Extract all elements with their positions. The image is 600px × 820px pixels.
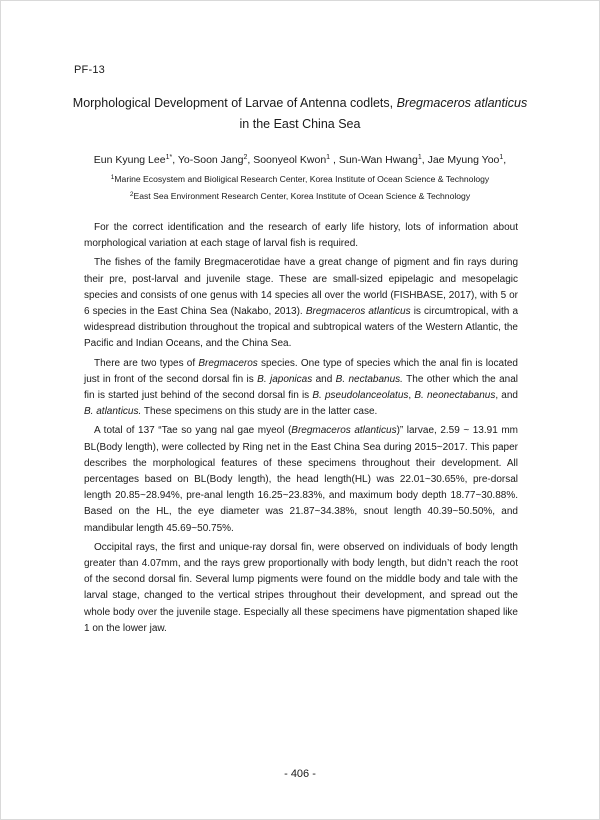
paragraph-text: is circumtropical, with a widespread distribution throughout the tropical and subtropical waters of the Western Atlantic, the Pacific and Indian Oceans, and the China Sea. [84,306,518,350]
author-separator: , [421,154,428,166]
author-name: Sun-Wan Hwang [338,154,418,166]
species-name: B. pseudolanceolatus [312,390,409,402]
paragraph-3 [84,356,518,421]
paragraph-text: A total of 137 “Tae so yang nal gae myeol ( [94,425,292,437]
paragraph-text: species. One type of species which the anal fin is located just in front of the second dorsal fin is [84,357,518,385]
author-list [60,153,540,168]
title-line-2: in the East China Sea [239,117,361,131]
paper-title [60,93,540,135]
paragraph-text: , and [495,390,518,402]
paragraph-4 [84,423,518,536]
title-species: Bregmaceros atlanticus [396,96,528,110]
author-name: Yo-Soon Jang [177,154,244,166]
author-name: Eun Kyung Lee [93,154,166,166]
author-affiliation-mark: 1* [165,154,173,161]
species-name: Bregmaceros atlanticus [305,306,411,318]
affiliation-number: 1 [110,174,115,181]
paragraph-text: , [408,390,415,402]
paragraph-text: There are two types of [94,357,199,369]
paragraph-text: The fishes of the family Bregmacerotidae have a great change of pigment and fin rays during their pre, post-larval and juvenile stage. These are small-sized epipelagic and mesopelagic species and consists of one genus with 14 species all over the world (FISHBASE, 2017), with 5 or 6 species in the East China Sea (Nakabo, 2013). [84,257,518,318]
species-name: B. nectabanus. [335,373,403,385]
affiliation-text: East Sea Environment Research Center, Korea Institute of Ocean Science & Technology [133,191,471,201]
title-text: Morphological Development of Larvae of Antenna codlets, [72,96,397,110]
species-name: Bregmaceros atlanticus [291,425,397,437]
species-name: B. neonectabanus [414,390,496,402]
author-separator: , [330,154,339,166]
paragraph-text: Occipital rays, the first and unique-ray dorsal fin, were observed on individuals of body length greater than 4.07mm, and the rays grew proportionally with body length, but didn’t reach the root of the second dorsal fin. Several lump pigments were found on the middle body and tale with the larval stage, changed to the vertical stripes throughout their development, and spread out the whole body over the juvenile stage. Especially all these specimens have pigmentation shaped like 1 on the lower jaw. [84,541,518,634]
paragraph-5 [84,540,518,637]
paper-code: PF-13 [74,64,105,76]
author-separator: , [247,154,254,166]
paragraph-text: These specimens on this study are in the latter case. [141,406,378,418]
page-number: - 406 - [284,768,316,780]
author-affiliation-mark: 1 [499,154,504,161]
affiliation-number: 2 [129,191,134,198]
affiliation-text: Marine Ecosystem and Bioligical Research Center, Korea Institute of Ocean Science & Technology [114,174,490,184]
paragraph-text: The other which the anal fin is started just behind of the second dorsal fin is [84,373,519,402]
paragraph-text: and [312,373,336,385]
paragraph-2 [84,255,518,352]
species-name: B. atlanticus. [84,406,142,418]
abstract-body [84,220,518,640]
author-affiliation-mark: 1 [326,154,331,161]
affiliation-1 [60,173,540,185]
paragraph-text: For the correct identification and the research of early life history, lots of information about morphological variation at each stage of larval fish is required. [84,222,518,250]
species-name: B. japonicas [257,373,313,385]
author-separator: , [172,154,178,166]
author-affiliation-mark: 1 [417,154,422,161]
author-affiliation-mark: 2 [243,154,248,161]
affiliation-2 [60,190,540,202]
paragraph-1 [84,220,518,252]
author-separator: , [503,154,507,166]
author-name: Soonyeol Kwon [253,154,327,166]
author-name: Jae Myung Yoo [427,154,500,166]
paragraph-text: )” larvae, 2.59 ~ 13.91 mm BL(Body length), were collected by Ring net in the East China Sea during 2015~2017. This paper describes the morphological features of these specimens throughout their development. All percentages based on BL(Body length), the head length(HL) was 22.01~30.65%, pre-dorsal length 20.85~28.94%, pre-anal length 16.25~23.83%, and maximum body depth 18.77~30.88%. Based on the HL, the eye diameter was 21.87~34.38%, snout length 40.39~50.50%, and mandibular length 45.69~50.75%. [84,425,518,534]
species-name: Bregmaceros [198,357,258,369]
